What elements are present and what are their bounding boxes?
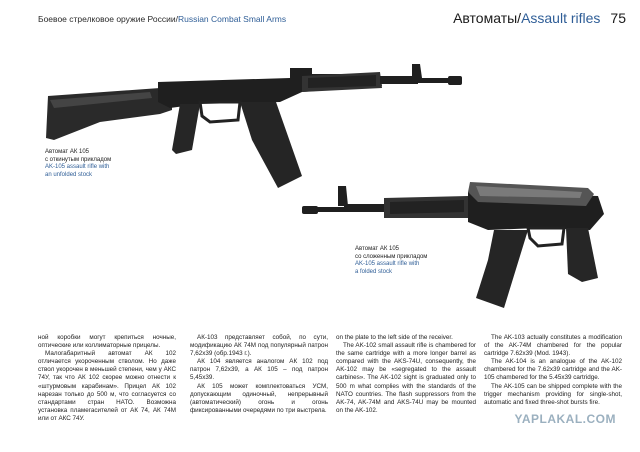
caption-folded-line3: AK-105 assault rifle with xyxy=(355,261,420,268)
page-header xyxy=(0,0,640,34)
book-title xyxy=(38,14,286,24)
col4-paragraph-2: The AK-104 is an analogue of the AK-102 chambered for the 7.62x39 cartridge and the AK-105 chambered for the 5.45x39 cartridge. xyxy=(484,358,622,382)
col3-paragraph-1: on the plate to the left side of the receiver. xyxy=(336,334,453,341)
section-title xyxy=(453,10,626,26)
caption-folded xyxy=(355,246,475,276)
text-column-4 xyxy=(484,334,622,407)
col4-paragraph-3: The AK-105 can be shipped complete with the trigger mechanism providing for single-shot, automatic and fixed three-shot bursts fire. xyxy=(484,382,622,406)
col2-paragraph-2: АК 104 является аналогом АК 102 под патрон 7,62х39, а АК 105 – под патрон 5,45х39. xyxy=(190,358,328,382)
col1-paragraph-1: ной коробки могут крепиться ночные, оптические или коллиматорные прицелы. xyxy=(38,334,176,350)
caption-folded-line2: со сложенным прикладом xyxy=(355,253,428,260)
col3-paragraph-2: The AK-102 small assault rifle is chambered for the same cartridge with a more longer barrel as compared with the AKS-74U, consequently, the AK-102 may be «segregated to the assault carbines». The AK-102 sight is graduated only to 500 m what complies with the standards of the NATO countries. The flash suppressors from the AK-74, AK-74M and AKS-74U may be mounted on the AK-102. xyxy=(336,342,476,414)
site-watermark: YAPLAKAL.COM xyxy=(514,412,616,426)
caption-unfolded-line4: an unfolded stock xyxy=(45,171,93,178)
caption-folded-line4: a folded stock xyxy=(355,268,393,275)
caption-unfolded-line3: AK-105 assault rifle with xyxy=(45,164,110,171)
section-title-sep: / xyxy=(517,10,522,26)
text-column-2 xyxy=(190,334,328,415)
page-number: 75 xyxy=(610,10,626,26)
col1-paragraph-2: Малогабаритный автомат АК 102 отличается укороченным стволом. Но даже ствол укорочен в меньшей степени, чем у АКС 74У, так что АК 102 скорее можно отнести к «штурмовым карабинам». Прицел АК 102 нарезан только до 500 м, что согласуется со стандартами стран НАТО. Возможна установка пламегасителей от АК 74, АК 74М или от АКС 74У. xyxy=(38,350,176,422)
book-title-sep: / xyxy=(175,14,178,24)
text-column-1 xyxy=(38,334,176,423)
text-column-3 xyxy=(336,334,476,415)
caption-folded-line1: Автомат АК 105 xyxy=(355,246,399,252)
col4-paragraph-1: The AK-103 actually constitutes a modification of the AK-74M chambered for the popular cartridge 7.62x39 (Mod. 1943). xyxy=(484,334,622,358)
caption-unfolded xyxy=(45,149,165,179)
section-title-en: Assault rifles xyxy=(521,10,601,26)
caption-unfolded-line1: Автомат АК 105 xyxy=(45,149,89,155)
col2-paragraph-3: АК 105 может комплектоваться УСМ, допускающим одиночный, непрерывный (автоматический) огонь и огонь фиксированными очередями по три выстрела. xyxy=(190,382,328,414)
section-title-ru: Автоматы xyxy=(453,10,518,26)
col2-paragraph-1: АК-103 представляет собой, по сути, модификацию АК 74М под популярный патрон 7,62х39 (обр.1943 г.). xyxy=(190,334,328,358)
book-title-en: Russian Combat Small Arms xyxy=(177,14,287,24)
book-title-ru: Боевое стрелковое оружие России xyxy=(38,14,176,24)
caption-unfolded-line2: с откинутым прикладом xyxy=(45,156,112,163)
